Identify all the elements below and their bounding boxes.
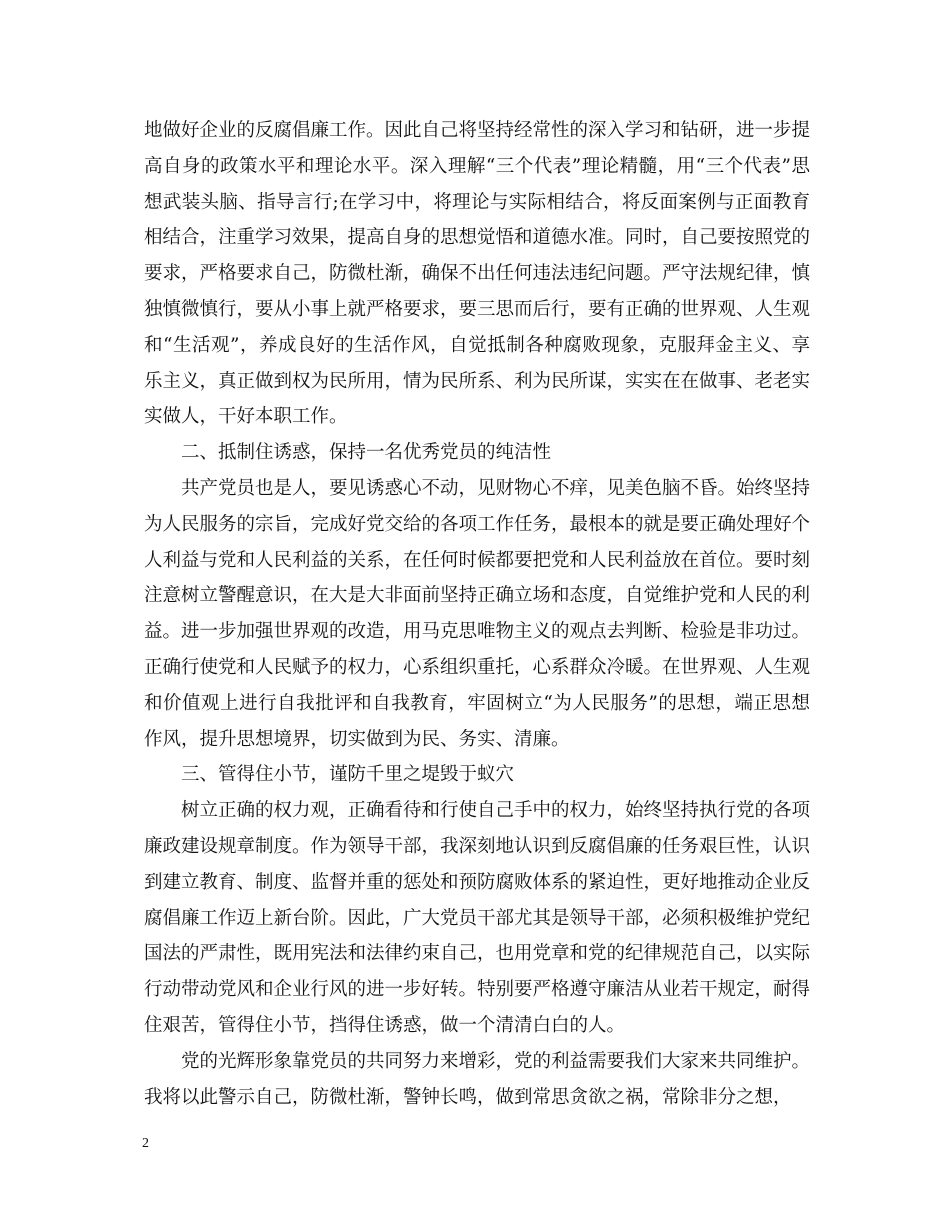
- section-heading-2: 二、抵制住诱惑，保持一名优秀党员的纯洁性: [181, 442, 552, 464]
- paragraph-section-3: 树立正确的权力观，正确看待和行使自己手中的权力，始终坚持执行党的各项廉政建设规章制度。作为领导干部，我深刻地认识到反腐倡廉的任务艰巨性，认识到建立教育、制度、监督并重的惩处和预防腐败体系的紧迫性，更好地推动企业反腐倡廉工作迈上新台阶。因此，广大党员干部尤其是领导干部，必须积极维护党纪国法的严肃性，既用宪法和法律约束自己，也用党章和党的纪律规范自己，以实际行动带动党风和企业行风的进一步好转。特别要严格遵守廉洁从业若干规定，耐得住艰苦，管得住小节，挡得住诱惑，做一个清清白白的人。: [144, 800, 811, 1036]
- document-body: [144, 113, 810, 1115]
- paragraph-section-2: 共产党员也是人，要见诱惑心不动，见财物心不痒，见美色脑不昏。始终坚持为人民服务的宗旨，完成好党交给的各项工作任务，最根本的就是要正确处理好个人利益与党和人民利益的关系，在任何时候都要把党和人民利益放在首位。要时刻注意树立警醒意识，在大是大非面前坚持正确立场和态度，自觉维护党和人民的利益。进一步加强世界观的改造，用马克思唯物主义的观点去判断、检验是非功过。正确行使党和人民赋予的权力，心系组织重托，心系群众冷暖。在世界观、人生观和价值观上进行自我批评和自我教育，牢固树立“为人民服务”的思想，端正思想作风，提升思想境界，切实做到为民、务实、清廉。: [144, 477, 811, 750]
- page-number: 2: [142, 1136, 149, 1151]
- section-heading-3: 三、管得住小节，谨防千里之堤毁于蚁穴: [181, 764, 515, 786]
- paragraph-closing: 党的光辉形象靠党员的共同努力来增彩，党的利益需要我们大家来共同维护。我将以此警示自己，防微杜渐，警钟长鸣，做到常思贪欲之祸，常除非分之想，: [144, 1050, 811, 1108]
- paragraph-continuation: 地做好企业的反腐倡廉工作。因此自己将坚持经常性的深入学习和钻研，进一步提高自身的政策水平和理论水平。深入理解“三个代表”理论精髓，用“三个代表”思想武装头脑、指导言行;在学习中，将理论与实际相结合，将反面案例与正面教育相结合，注重学习效果，提高自身的思想觉悟和道德水准。同时，自己要按照党的要求，严格要求自己，防微杜渐，确保不出任何违法违纪问题。严守法规纪律，慎独慎微慎行，要从小事上就严格要求，要三思而后行，要有正确的世界观、人生观和“生活观”，养成良好的生活作风，自觉抵制各种腐败现象，克服拜金主义、享乐主义，真正做到权为民所用，情为民所系、利为民所谋，实实在在做事、老老实实做人，干好本职工作。: [144, 120, 811, 428]
